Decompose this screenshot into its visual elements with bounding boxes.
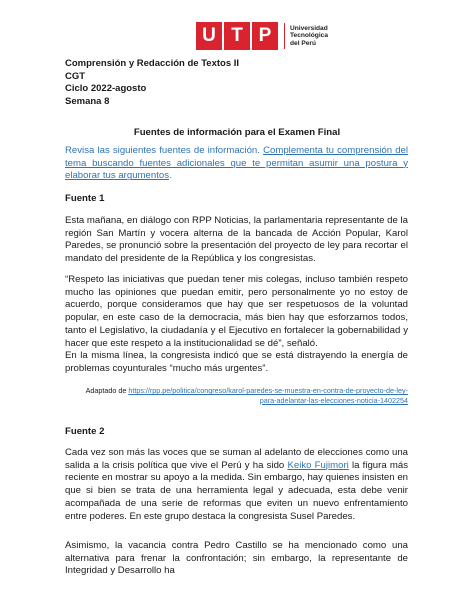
week: Semana 8 bbox=[65, 95, 110, 107]
course-name: Comprensión y Redacción de Textos II bbox=[65, 58, 240, 69]
cycle: Ciclo 2022-agosto bbox=[65, 83, 147, 94]
logo-text-line: del Perú bbox=[290, 39, 317, 47]
logo-letter-t: T bbox=[224, 22, 250, 50]
source-link-continued[interactable]: para-adelantar-las-elecciones-noticia-1402254 bbox=[259, 395, 408, 405]
fuente-1-paragraph-1: Esta mañana, en diálogo con RPP Noticias, la parlamentaria representante de la región San Martín y vocera alterna de la bancada de Acción Popular, Karol Paredes, se pronunció sobre la presentación del proyecto de ley para recortar el mandato del presidente de la República y los congresistas. bbox=[65, 215, 408, 265]
source-prefix: Adaptado de bbox=[85, 386, 129, 395]
instruction-text: Revisa las siguientes fuentes de información. bbox=[65, 145, 264, 156]
program-code: CGT bbox=[65, 70, 86, 82]
logo-letter-u: U bbox=[196, 22, 222, 50]
fuente-1-source bbox=[80, 386, 408, 405]
instruction-end: . bbox=[169, 170, 172, 182]
fuente-2-text-a: Cada vez son más las voces que se suman al adelanto de elecciones como una salida a la crisis política que vive el Perú y ha sido bbox=[65, 447, 408, 471]
fuente-2-heading: Fuente 2 bbox=[65, 426, 105, 437]
instruction-paragraph bbox=[65, 145, 408, 183]
logo-text-line: Universidad bbox=[290, 24, 328, 32]
fuente-2-paragraph-1 bbox=[65, 447, 408, 523]
fuente-1-paragraph-3: En la misma línea, la congresista indicó que se está distrayendo la energía de problemas coyunturales “mucho más urgentes”. bbox=[65, 350, 408, 374]
source-link[interactable]: https://rpp.pe/politica/congreso/karol-paredes-se-muestra-en-contra-de-proyecto-de-ley- bbox=[128, 386, 408, 395]
keiko-fujimori-link[interactable]: Keiko Fujimori bbox=[287, 459, 349, 471]
instruction-link[interactable]: Complementa tu comprensión del tema buscando fuentes adicionales que te permitan asumir una postura y elaborar tus argumentos bbox=[65, 145, 408, 182]
page-title: Fuentes de información para el Examen Final bbox=[133, 127, 341, 138]
fuente-2-paragraph-2: Asimismo, la vacancia contra Pedro Castillo se ha mencionado como una alternativa para frenar la confrontación; sin embargo, la representante de Integridad y Desarrollo ha bbox=[65, 540, 408, 577]
fuente-2-text-b: la figura más reciente en mostrar su apoyo a la medida. Sin embargo, hay quienes insisten en que si bien se trata de una herramienta legal y adecuada, esta debe venir acompañada de una serie de reformas que eviten un nuevo enfrentamiento entre poderes. En este grupo destaca la congresista Susel Paredes. bbox=[65, 459, 409, 522]
logo-text-line: Tecnológica bbox=[290, 32, 328, 40]
fuente-1-paragraph-2: “Respeto las iniciativas que puedan tener mis colegas, incluso también respeto mucho las opiniones que puedan emitir, pero personalmente yo no estoy de acuerdo, porque consideramos que hay que ser respetuosos de la voluntad popular, en este caso de la democracia, más bien hay que esforzarnos todos, tanto el Legislativo, la ciudadanía y el Ejecutivo en fortalecer la gobernabilidad y hacer que este respeto a la institucionalidad se dé”, señaló. bbox=[65, 274, 408, 349]
logo-university-name bbox=[290, 25, 328, 47]
course-header bbox=[65, 58, 239, 108]
logo-letter-p: P bbox=[252, 22, 278, 50]
fuente-1-heading: Fuente 1 bbox=[65, 193, 105, 204]
logo-divider bbox=[284, 23, 285, 49]
utp-logo bbox=[196, 22, 328, 50]
